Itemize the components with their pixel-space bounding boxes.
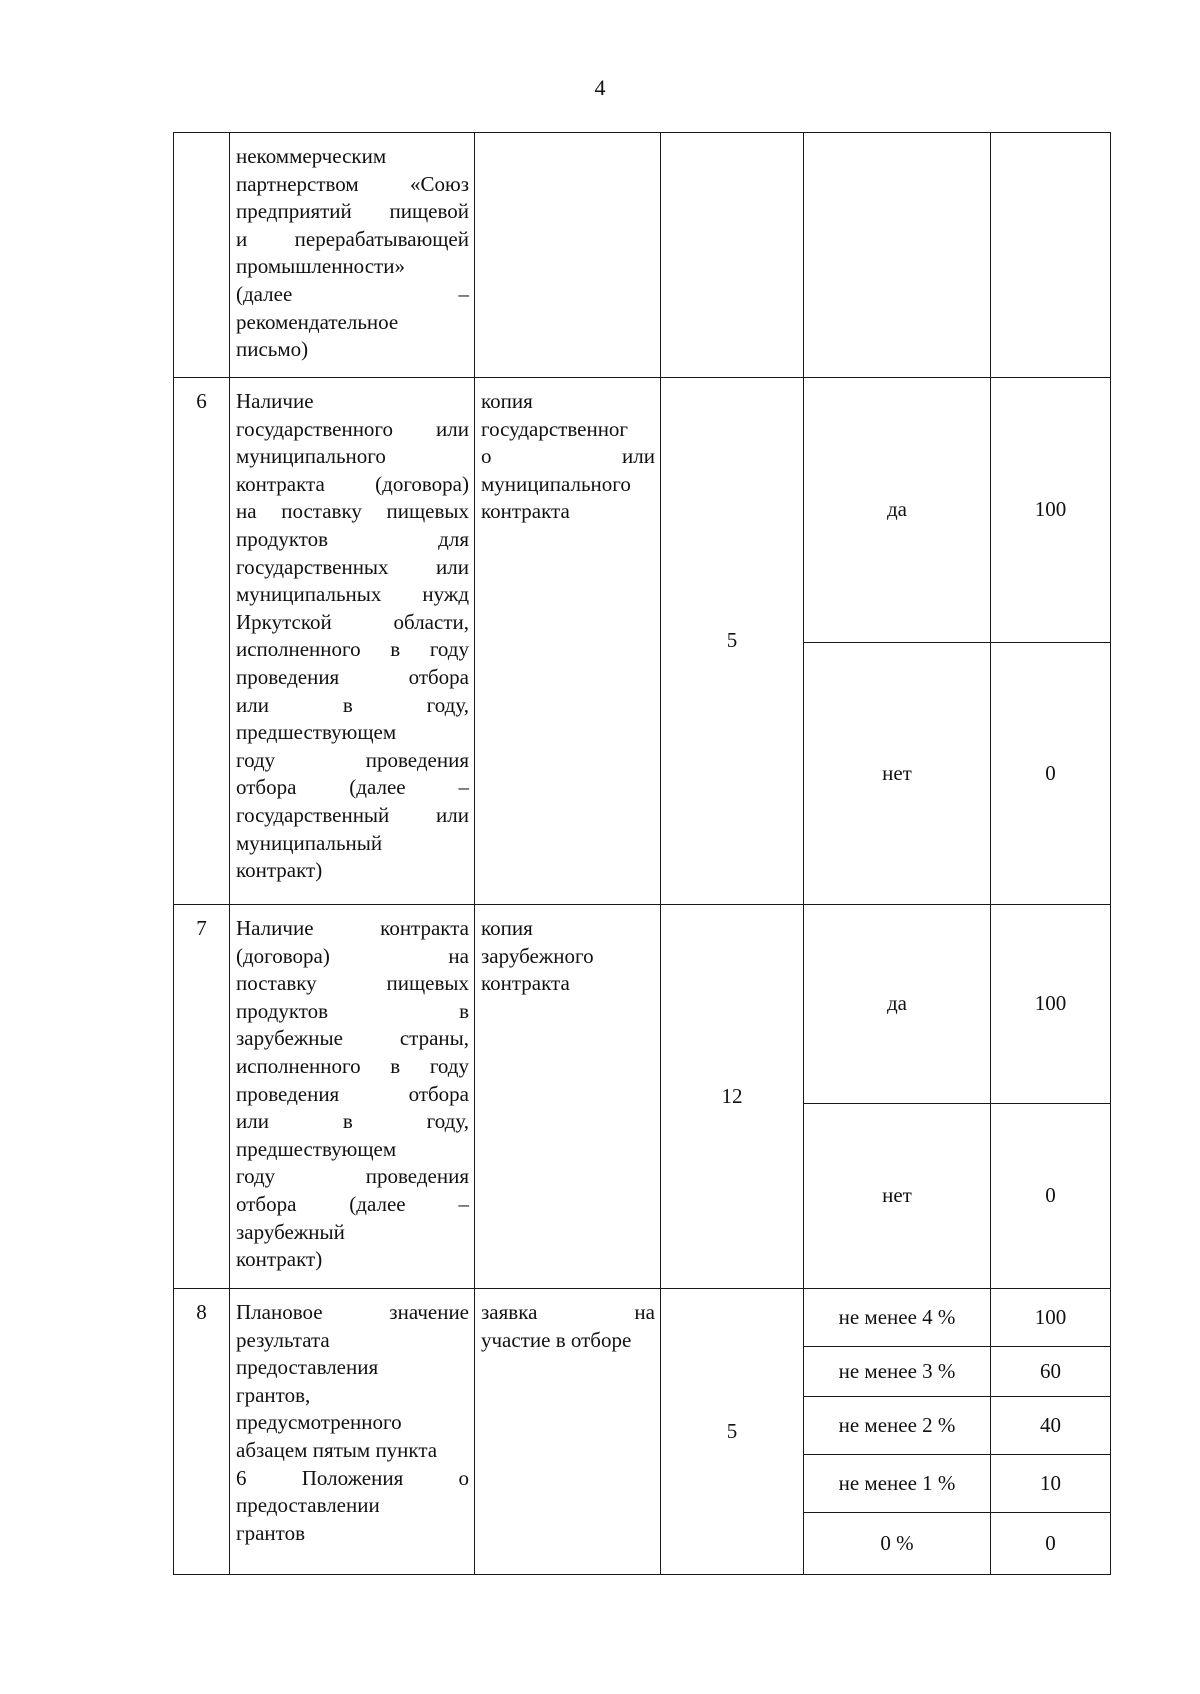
document-line: государственног [481, 416, 629, 441]
criterion-cell [230, 133, 475, 378]
document-cell [475, 1289, 661, 1575]
criterion-line: предшествующем [236, 720, 397, 745]
document-cell [475, 905, 661, 1289]
criterion-line: Наличие контракта [236, 916, 469, 940]
option-label: да [804, 378, 991, 643]
option-label: 0 % [804, 1513, 991, 1575]
criterion-line: муниципальных нужд [236, 582, 469, 607]
option-cell [804, 133, 991, 378]
criterion-line: предоставлении [236, 1493, 380, 1518]
criterion-line: контракт) [236, 1247, 323, 1272]
criterion-line: проведения отбора [236, 664, 469, 689]
criterion-line: году проведения [236, 1164, 469, 1189]
criterion-line: некоммерческим [236, 144, 387, 168]
criterion-line: году проведения [236, 747, 469, 772]
table-row-continuation [174, 133, 1111, 378]
document-line: копия [481, 389, 533, 413]
criterion-line: зарубежные страны, [236, 1026, 469, 1051]
criterion-line: абзацем пятым пункта [236, 1437, 438, 1462]
num-cell [174, 133, 230, 378]
criterion-line: (далее – [236, 281, 469, 306]
option-score: 0 [991, 643, 1111, 905]
option-score: 0 [991, 1513, 1111, 1575]
table-row-8 [174, 1289, 1111, 1347]
criterion-line: предшествующем [236, 1136, 397, 1161]
criterion-line: грантов, [236, 1382, 311, 1407]
row-number: 6 [174, 378, 230, 905]
document-line: заявка на [481, 1300, 655, 1324]
weight-cell: 5 [661, 378, 804, 905]
option-score: 0 [991, 1104, 1111, 1289]
weight-cell: 12 [661, 905, 804, 1289]
criteria-table [173, 132, 1111, 1575]
option-score: 100 [991, 378, 1111, 643]
criterion-line: (договора) на [236, 943, 469, 968]
criterion-line: или в году, [236, 692, 469, 717]
criterion-line: предприятий пищевой [236, 199, 469, 224]
criterion-cell [230, 905, 475, 1289]
criterion-line: отбора (далее – [236, 1191, 469, 1216]
criterion-line: рекомендательное [236, 309, 399, 334]
criterion-line: продуктов в [236, 998, 469, 1023]
document-line: муниципального [481, 471, 631, 496]
option-score: 10 [991, 1455, 1111, 1513]
criterion-line: на поставку пищевых [236, 499, 469, 524]
criterion-line: поставку пищевых [236, 971, 469, 996]
option-label: нет [804, 1104, 991, 1289]
criterion-line: Плановое значение [236, 1300, 469, 1324]
criterion-line: муниципальный [236, 830, 383, 855]
criterion-line: предусмотренного [236, 1410, 402, 1435]
criterion-line: контракт) [236, 858, 323, 883]
document-line: копия [481, 916, 533, 940]
criterion-line: контракта (договора) [236, 471, 469, 496]
criterion-line: результата [236, 1327, 330, 1352]
criterion-line: государственный или [236, 802, 469, 827]
criterion-line: Иркутской области, [236, 609, 469, 634]
criterion-line: партнерством «Союз [236, 171, 469, 196]
document-line: контракта [481, 971, 570, 996]
document-cell [475, 378, 661, 905]
option-label: не менее 1 % [804, 1455, 991, 1513]
criterion-line: письмо) [236, 337, 309, 362]
score-cell [991, 133, 1111, 378]
option-label: не менее 2 % [804, 1397, 991, 1455]
document-line: зарубежного [481, 943, 594, 968]
criterion-line: грантов [236, 1520, 305, 1545]
option-label: да [804, 905, 991, 1104]
document-line: контракта [481, 499, 570, 524]
table-row-7 [174, 905, 1111, 1104]
criterion-line: зарубежный [236, 1219, 345, 1244]
option-label: не менее 4 % [804, 1289, 991, 1347]
criterion-line: отбора (далее – [236, 775, 469, 800]
row-number: 7 [174, 905, 230, 1289]
criterion-line: проведения отбора [236, 1081, 469, 1106]
criterion-cell [230, 378, 475, 905]
criterion-line: 6 Положения о [236, 1465, 469, 1490]
criterion-line: государственных или [236, 554, 469, 579]
document-cell [475, 133, 661, 378]
criterion-line: Наличие [236, 389, 314, 413]
weight-cell [661, 133, 804, 378]
option-score: 60 [991, 1347, 1111, 1397]
document-line: о или [481, 444, 655, 469]
weight-cell: 5 [661, 1289, 804, 1575]
criterion-line: продуктов для [236, 526, 469, 551]
option-score: 40 [991, 1397, 1111, 1455]
row-number: 8 [174, 1289, 230, 1575]
criterion-line: или в году, [236, 1109, 469, 1134]
option-label: не менее 3 % [804, 1347, 991, 1397]
criterion-line: исполненного в году [236, 1053, 469, 1078]
document-line: участие в отборе [481, 1327, 632, 1352]
option-label: нет [804, 643, 991, 905]
table-row-6 [174, 378, 1111, 643]
page-number: 4 [594, 75, 606, 100]
option-score: 100 [991, 905, 1111, 1104]
criterion-line: государственного или [236, 416, 469, 441]
criterion-line: и перерабатывающей [236, 226, 469, 251]
criterion-line: предоставления [236, 1355, 379, 1380]
criterion-line: муниципального [236, 444, 386, 469]
option-score: 100 [991, 1289, 1111, 1347]
criterion-line: исполненного в году [236, 637, 469, 662]
criterion-line: промышленности» [236, 254, 405, 279]
criterion-cell [230, 1289, 475, 1575]
